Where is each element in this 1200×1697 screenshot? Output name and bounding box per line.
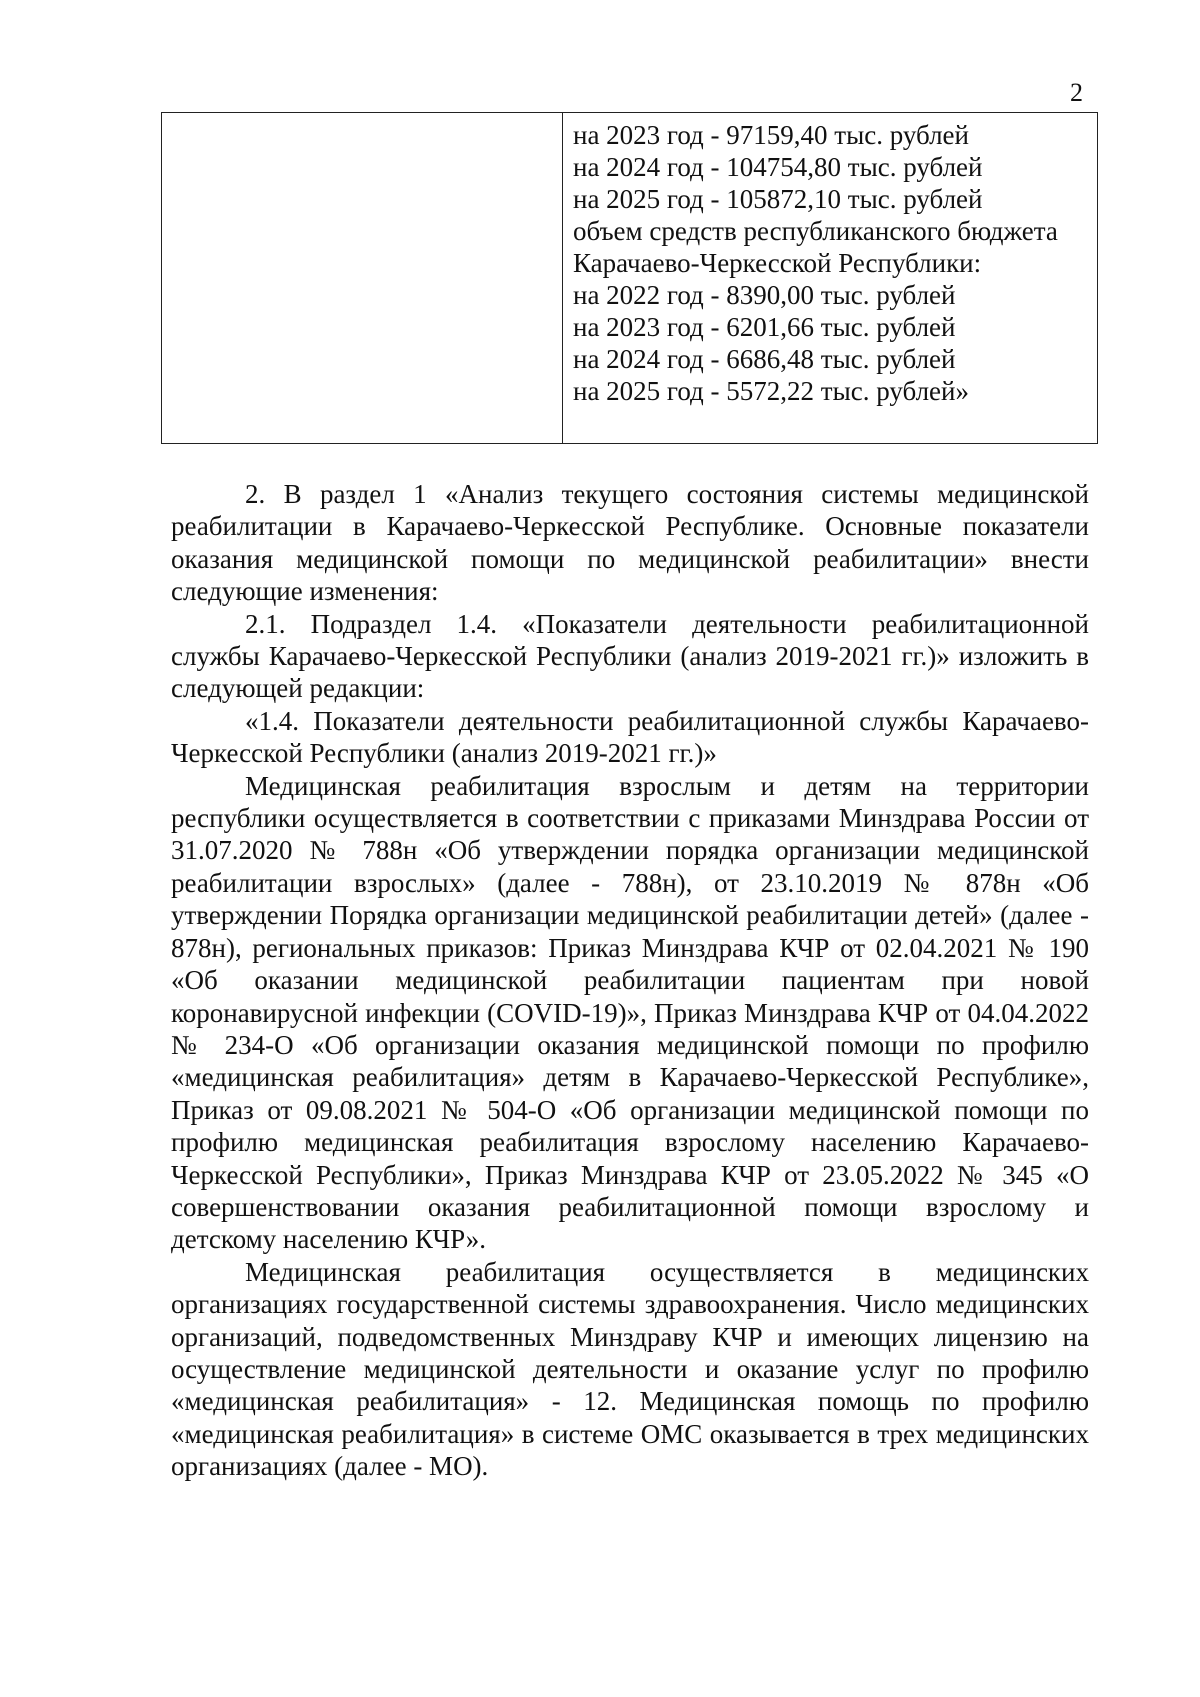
paragraph-section-2: 2. В раздел 1 «Анализ текущего состояния системы медицинской реабилитации в Карачаево-Черкесской Республике. Основные показатели оказания медицинской помощи по медицинской реабилитации» внести следующие изменения: xyxy=(171,479,1089,607)
funding-line: на 2023 год - 97159,40 тыс. рублей xyxy=(573,120,969,150)
funding-line: на 2025 год - 105872,10 тыс. рублей xyxy=(573,184,983,214)
paragraph-organizations: Медицинская реабилитация осуществляется в медицинских организациях государственной системы здравоохранения. Число медицинских организаций, подведомственных Минздраву КЧР и имеющих лицензию на осуществление медицинской деятельности и оказание услуг по профилю «медицинская реабилитация» - 12. Медицинская помощь по профилю «медицинская реабилитация» в системе ОМС оказывается в трех медицинских организациях (далее - МО). xyxy=(171,1256,1089,1482)
page-number: 2 xyxy=(1070,78,1083,107)
paragraph-subsection-title: «1.4. Показатели деятельности реабилитационной службы Карачаево-Черкесской Республики (анализ 2019-2021 гг.)» xyxy=(171,705,1089,769)
funding-line: на 2023 год - 6201,66 тыс. рублей xyxy=(573,312,956,342)
paragraph-legal-basis: Медицинская реабилитация взрослым и детям на территории республики осуществляется в соответствии с приказами Минздрава России от 31.07.2020 № 788н «Об утверждении порядка организации медицинской реабилитации взрослых» (далее - 788н), от 23.10.2019 № 878н «Об утверждении Порядка организации медицинской реабилитации детей» (далее - 878н), региональных приказов: Приказ Минздрава КЧР от 02.04.2021 № 190 «Об оказании медицинской реабилитации пациентам при новой коронавирусной инфекции (COVID-19)», Приказ Минздрава КЧР от 04.04.2022 № 234-О «Об организации оказания медицинской помощи по профилю «медицинская реабилитация» детям в Карачаево-Черкесской Республике», Приказ от 09.08.2021 № 504-О «Об организации медицинской помощи по профилю медицинская реабилитация взрослому населению Карачаево-Черкесской Республики», Приказ Минздрава КЧР от 23.05.2022 № 345 «О совершенствовании оказания реабилитационной помощи взрослому и детскому населению КЧР». xyxy=(171,770,1089,1255)
funding-line: на 2025 год - 5572,22 тыс. рублей» xyxy=(573,376,969,406)
funding-line: объем средств республиканского бюджета xyxy=(573,216,1058,246)
funding-line: на 2022 год - 8390,00 тыс. рублей xyxy=(573,280,956,310)
funding-line: Карачаево-Черкесской Республики: xyxy=(573,248,982,278)
funding-line: на 2024 год - 104754,80 тыс. рублей xyxy=(573,152,983,182)
table-left-cell xyxy=(162,113,563,444)
document-body xyxy=(171,478,1089,1483)
table-right-cell xyxy=(563,113,1098,444)
funding-table xyxy=(161,112,1098,444)
table-row xyxy=(162,113,1098,444)
funding-lines xyxy=(563,113,1097,407)
funding-line: на 2024 год - 6686,48 тыс. рублей xyxy=(573,344,956,374)
paragraph-subsection-2-1: 2.1. Подраздел 1.4. «Показатели деятельности реабилитационной службы Карачаево-Черкесской Республики (анализ 2019-2021 гг.)» изложить в следующей редакции: xyxy=(171,608,1089,704)
